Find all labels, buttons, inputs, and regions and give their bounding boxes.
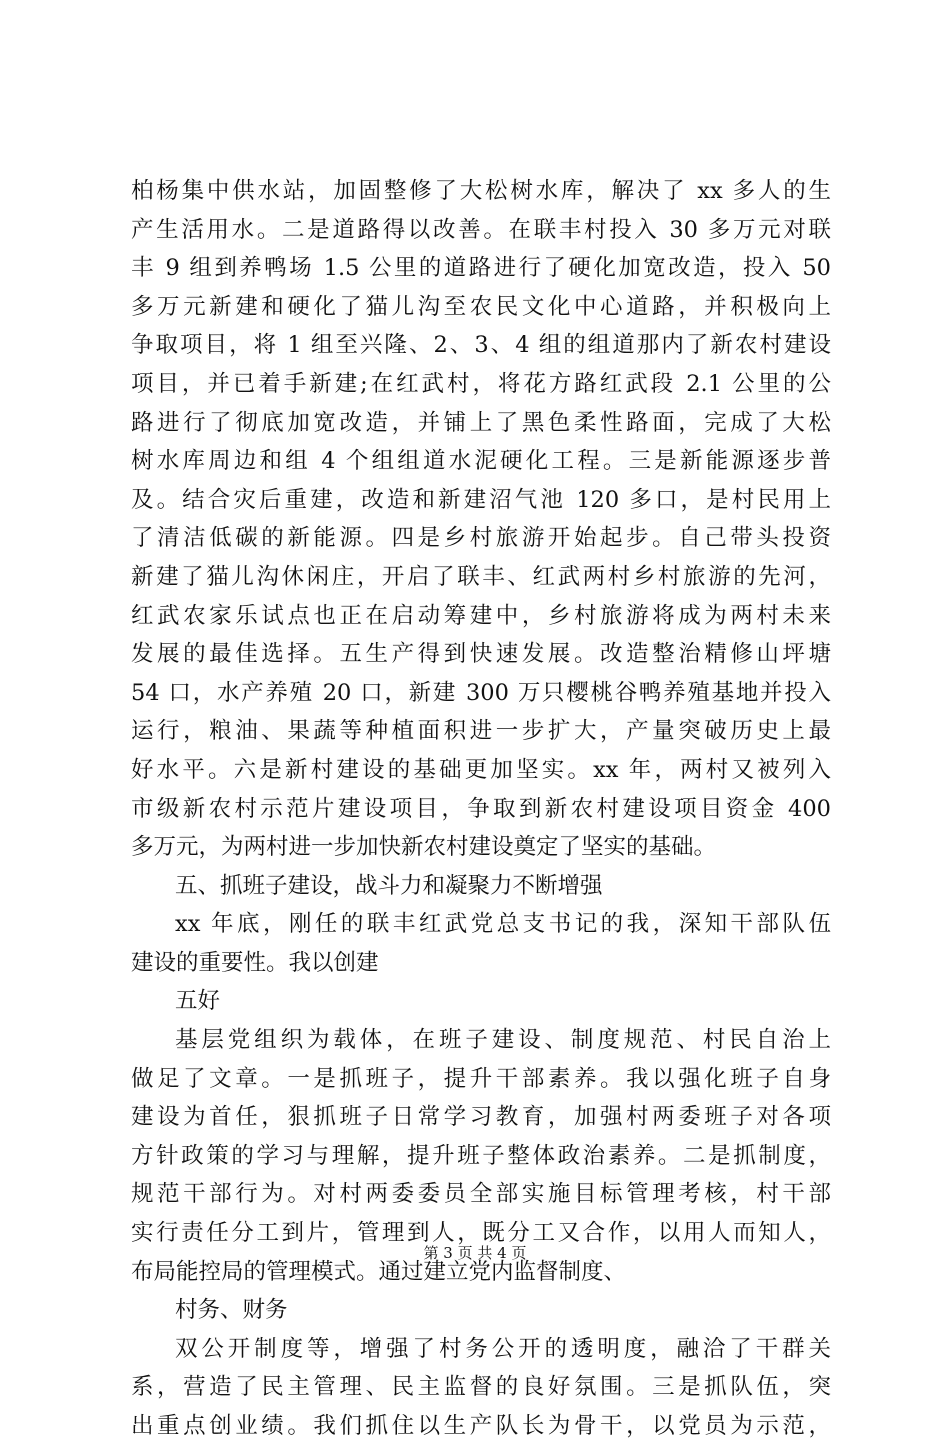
text-line: 柏杨集中供水站，加固整修了大松树水库，解决了 xx 多人的生 xyxy=(131,178,831,204)
text-line: 好水平。六是新村建设的基础更加坚实。xx 年，两村又被列入 xyxy=(131,756,831,783)
text-line: 村务、财务 xyxy=(175,1297,288,1324)
text-line: 红武农家乐试点也正在启动筹建中，乡村旅游将成为两村未来 xyxy=(131,602,831,629)
text-line: 树水库周边和组 4 个组组道水泥硬化工程。三是新能源逐步普 xyxy=(131,448,831,475)
text-line: 新建了猫儿沟休闲庄，开启了联丰、红武两村乡村旅游的先河， xyxy=(131,563,831,590)
text-line: 争取项目，将 1 组至兴隆、2、3、4 组的组道那内了新农村建设 xyxy=(131,332,831,359)
text-line: 规范干部行为。对村两委委员全部实施目标管理考核，村干部 xyxy=(131,1181,831,1208)
text-line: 路进行了彻底加宽改造，并铺上了黑色柔性路面，完成了大松 xyxy=(131,409,831,436)
text-line: 发展的最佳选择。五生产得到快速发展。改造整治精修山坪塘 xyxy=(131,641,831,668)
text-line: 方针政策的学习与理解，提升班子整体政治素养。二是抓制度， xyxy=(131,1142,831,1169)
text-line: 五好 xyxy=(175,988,221,1015)
text-line: 出重点创业绩。我们抓住以生产队长为骨干，以党员为示范， xyxy=(131,1413,831,1439)
section-heading: 五、抓班子建设，战斗力和凝聚力不断增强 xyxy=(175,872,603,899)
text-line: 双公开制度等，增强了村务公开的透明度，融洽了干群关 xyxy=(175,1335,831,1362)
page-number-footer: 第 3 页 共 4 页 xyxy=(423,1244,527,1262)
text-line: 基层党组织为载体，在班子建设、制度规范、村民自治上 xyxy=(175,1027,831,1054)
text-line: 市级新农村示范片建设项目，争取到新农村建设项目资金 400 xyxy=(131,795,831,822)
text-line: 建设为首任，狠抓班子日常学习教育，加强村两委班子对各项 xyxy=(131,1104,831,1131)
text-line: 布局能控局的管理模式。通过建立党内监督制度、 xyxy=(131,1258,627,1285)
text-line: 及。结合灾后重建，改造和新建沼气池 120 多口，是村民用上 xyxy=(131,486,831,513)
text-line: 系，营造了民主管理、民主监督的良好氛围。三是抓队伍，突 xyxy=(131,1374,831,1401)
text-line: 多万元，为两村进一步加快新农村建设奠定了坚实的基础。 xyxy=(131,834,717,861)
text-line: 多万元新建和硬化了猫儿沟至农民文化中心道路，并积极向上 xyxy=(131,293,831,320)
text-line: 实行责任分工到片，管理到人，既分工又合作，以用人而知人， xyxy=(131,1220,831,1247)
text-line: 运行，粮油、果蔬等种植面积进一步扩大，产量突破历史上最 xyxy=(131,718,831,745)
text-line: 产生活用水。二是道路得以改善。在联丰村投入 30 多万元对联 xyxy=(131,216,831,243)
text-line: 项目，并已着手新建;在红武村，将花方路红武段 2.1 公里的公 xyxy=(131,370,831,397)
text-line: 54 口，水产养殖 20 口，新建 300 万只樱桃谷鸭养殖基地并投入 xyxy=(131,679,831,706)
text-line: 丰 9 组到养鸭场 1.5 公里的道路进行了硬化加宽改造，投入 50 xyxy=(131,255,831,282)
text-line: 做足了文章。一是抓班子，提升干部素养。我以强化班子自身 xyxy=(131,1065,831,1092)
text-line: 了清洁低碳的新能源。四是乡村旅游开始起步。自己带头投资 xyxy=(131,525,831,552)
text-line: xx 年底，刚任的联丰红武党总支书记的我，深知干部队伍 xyxy=(175,911,831,938)
text-line: 建设的重要性。我以创建 xyxy=(131,949,379,976)
